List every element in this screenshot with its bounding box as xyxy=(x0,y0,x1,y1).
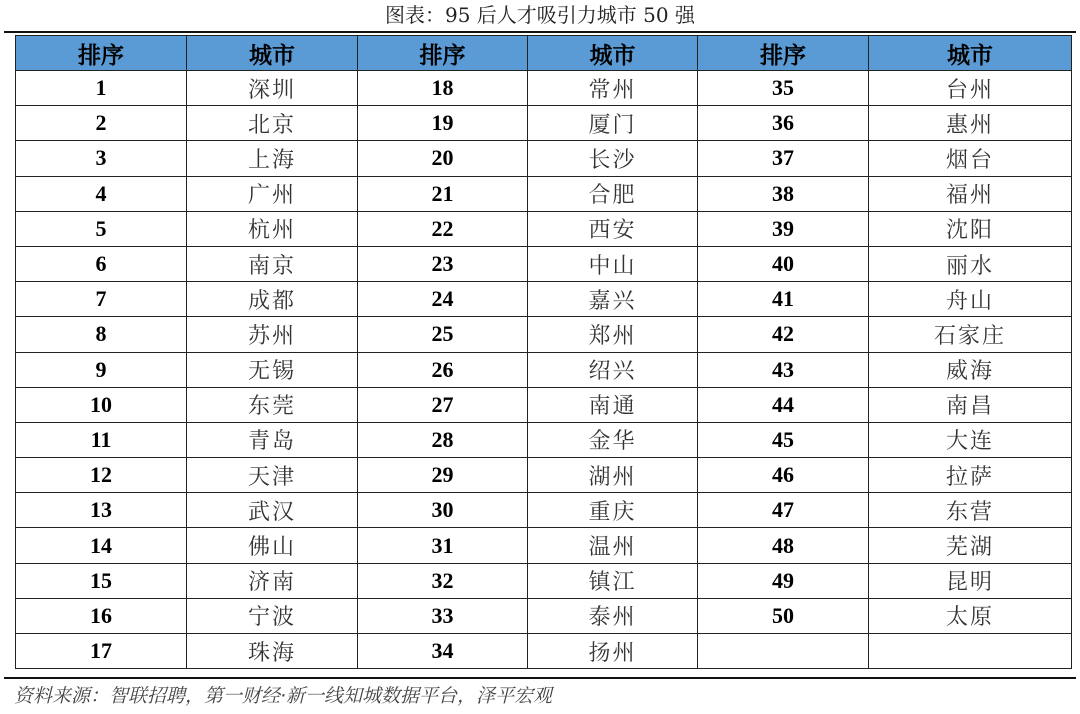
city-cell: 太原 xyxy=(869,598,1072,633)
city-cell: 镇江 xyxy=(528,563,698,598)
rank-cell: 47 xyxy=(698,493,869,528)
table-row xyxy=(16,317,1072,352)
rank-cell: 32 xyxy=(358,563,528,598)
city-cell: 武汉 xyxy=(187,493,358,528)
table-row xyxy=(16,176,1072,211)
rank-cell: 30 xyxy=(358,493,528,528)
rank-cell: 19 xyxy=(358,106,528,141)
city-cell: 常州 xyxy=(528,71,698,106)
rank-cell: 8 xyxy=(16,317,187,352)
city-cell: 扬州 xyxy=(528,634,698,669)
rank-cell: 34 xyxy=(358,634,528,669)
table-row xyxy=(16,352,1072,387)
bottom-rule xyxy=(4,677,1076,679)
city-cell: 台州 xyxy=(869,71,1072,106)
rank-cell: 42 xyxy=(698,317,869,352)
city-cell: 深圳 xyxy=(187,71,358,106)
city-cell: 中山 xyxy=(528,246,698,281)
rank-cell: 4 xyxy=(16,176,187,211)
city-cell: 南通 xyxy=(528,387,698,422)
rank-cell: 29 xyxy=(358,458,528,493)
table-row xyxy=(16,71,1072,106)
rank-cell: 21 xyxy=(358,176,528,211)
table-row xyxy=(16,493,1072,528)
city-cell: 佛山 xyxy=(187,528,358,563)
city-cell: 威海 xyxy=(869,352,1072,387)
header-rank-1: 排序 xyxy=(16,36,187,71)
rank-cell: 44 xyxy=(698,387,869,422)
rank-cell: 12 xyxy=(16,458,187,493)
rank-cell: 17 xyxy=(16,634,187,669)
city-cell: 舟山 xyxy=(869,282,1072,317)
city-cell: 大连 xyxy=(869,422,1072,457)
table-row xyxy=(16,282,1072,317)
rank-cell: 16 xyxy=(16,598,187,633)
rank-cell: 37 xyxy=(698,141,869,176)
city-cell: 苏州 xyxy=(187,317,358,352)
rank-cell: 39 xyxy=(698,211,869,246)
header-rank-2: 排序 xyxy=(358,36,528,71)
rank-cell: 1 xyxy=(16,71,187,106)
rank-cell: 50 xyxy=(698,598,869,633)
rank-cell: 6 xyxy=(16,246,187,281)
city-cell: 青岛 xyxy=(187,422,358,457)
header-rank-3: 排序 xyxy=(698,36,869,71)
rank-cell: 26 xyxy=(358,352,528,387)
city-cell: 珠海 xyxy=(187,634,358,669)
city-cell: 东莞 xyxy=(187,387,358,422)
rank-cell: 49 xyxy=(698,563,869,598)
rank-cell: 27 xyxy=(358,387,528,422)
table-header-row xyxy=(16,36,1072,71)
rank-cell: 31 xyxy=(358,528,528,563)
rank-cell: 28 xyxy=(358,422,528,457)
city-ranking-table xyxy=(15,35,1072,669)
city-cell: 金华 xyxy=(528,422,698,457)
city-cell: 嘉兴 xyxy=(528,282,698,317)
city-cell: 湖州 xyxy=(528,458,698,493)
rank-cell: 36 xyxy=(698,106,869,141)
city-cell: 丽水 xyxy=(869,246,1072,281)
city-cell: 郑州 xyxy=(528,317,698,352)
city-cell: 杭州 xyxy=(187,211,358,246)
rank-cell: 40 xyxy=(698,246,869,281)
city-cell: 上海 xyxy=(187,141,358,176)
city-cell: 绍兴 xyxy=(528,352,698,387)
city-cell: 东营 xyxy=(869,493,1072,528)
header-city-2: 城市 xyxy=(528,36,698,71)
city-cell: 成都 xyxy=(187,282,358,317)
header-city-3: 城市 xyxy=(869,36,1072,71)
city-cell: 芜湖 xyxy=(869,528,1072,563)
rank-cell: 23 xyxy=(358,246,528,281)
rank-cell: 24 xyxy=(358,282,528,317)
city-cell: 南昌 xyxy=(869,387,1072,422)
source-note: 资料来源：智联招聘，第一财经·新一线知城数据平台，泽平宏观 xyxy=(14,685,553,707)
city-cell: 烟台 xyxy=(869,141,1072,176)
city-cell: 泰州 xyxy=(528,598,698,633)
rank-cell: 46 xyxy=(698,458,869,493)
city-cell: 济南 xyxy=(187,563,358,598)
table-caption: 图表：95 后人才吸引力城市 50 强 xyxy=(385,3,695,27)
rank-cell: 9 xyxy=(16,352,187,387)
rank-cell: 14 xyxy=(16,528,187,563)
rank-cell: 25 xyxy=(358,317,528,352)
city-cell: 西安 xyxy=(528,211,698,246)
rank-cell: 2 xyxy=(16,106,187,141)
city-cell: 重庆 xyxy=(528,493,698,528)
city-cell xyxy=(869,634,1072,669)
city-cell: 拉萨 xyxy=(869,458,1072,493)
rank-cell: 13 xyxy=(16,493,187,528)
city-cell: 合肥 xyxy=(528,176,698,211)
table-row xyxy=(16,106,1072,141)
rank-cell: 11 xyxy=(16,422,187,457)
city-cell: 宁波 xyxy=(187,598,358,633)
rank-cell: 10 xyxy=(16,387,187,422)
table-body xyxy=(16,71,1072,669)
top-rule xyxy=(4,31,1076,33)
city-cell: 福州 xyxy=(869,176,1072,211)
rank-cell xyxy=(698,634,869,669)
table-row xyxy=(16,634,1072,669)
rank-cell: 41 xyxy=(698,282,869,317)
rank-cell: 15 xyxy=(16,563,187,598)
city-cell: 广州 xyxy=(187,176,358,211)
rank-cell: 38 xyxy=(698,176,869,211)
rank-cell: 5 xyxy=(16,211,187,246)
city-cell: 昆明 xyxy=(869,563,1072,598)
rank-cell: 48 xyxy=(698,528,869,563)
header-city-1: 城市 xyxy=(187,36,358,71)
table-row xyxy=(16,528,1072,563)
city-cell: 厦门 xyxy=(528,106,698,141)
table-row xyxy=(16,246,1072,281)
rank-cell: 7 xyxy=(16,282,187,317)
rank-cell: 43 xyxy=(698,352,869,387)
table-row xyxy=(16,211,1072,246)
city-cell: 沈阳 xyxy=(869,211,1072,246)
table-row xyxy=(16,458,1072,493)
city-cell: 南京 xyxy=(187,246,358,281)
table-row xyxy=(16,563,1072,598)
city-cell: 长沙 xyxy=(528,141,698,176)
rank-cell: 35 xyxy=(698,71,869,106)
table-row xyxy=(16,422,1072,457)
rank-cell: 33 xyxy=(358,598,528,633)
table-row xyxy=(16,598,1072,633)
city-cell: 石家庄 xyxy=(869,317,1072,352)
table-row xyxy=(16,387,1072,422)
city-cell: 天津 xyxy=(187,458,358,493)
rank-cell: 45 xyxy=(698,422,869,457)
rank-cell: 20 xyxy=(358,141,528,176)
city-cell: 北京 xyxy=(187,106,358,141)
city-cell: 无锡 xyxy=(187,352,358,387)
rank-cell: 3 xyxy=(16,141,187,176)
rank-cell: 22 xyxy=(358,211,528,246)
table-row xyxy=(16,141,1072,176)
city-cell: 温州 xyxy=(528,528,698,563)
city-cell: 惠州 xyxy=(869,106,1072,141)
rank-cell: 18 xyxy=(358,71,528,106)
